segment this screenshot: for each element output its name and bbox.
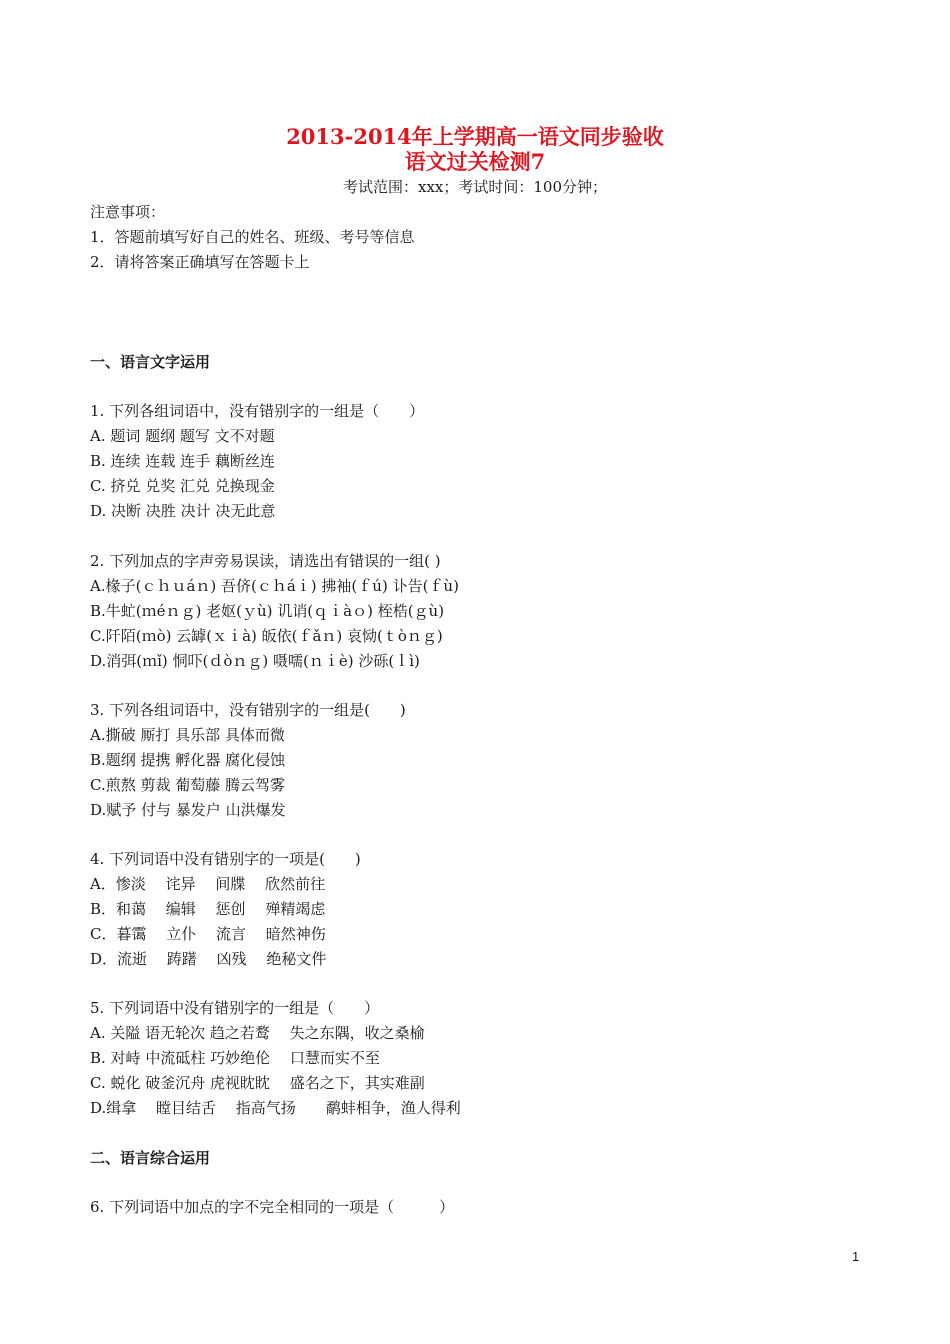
question-option: A.撕破 厮打 具乐部 具体而微 [90, 726, 285, 744]
page-number: 1 [852, 1249, 860, 1264]
question-stem: 6. 下列词语中加点的字不完全相同的一项是（ ） [90, 1198, 455, 1216]
section-heading: 二、语言综合运用 [90, 1149, 211, 1167]
section-heading: 一、语言文字运用 [90, 353, 211, 371]
question-option: A．惨淡 诧异 间牒 欣然前往 [90, 875, 326, 893]
question-option: D.赋予 付与 暴发户 山洪爆发 [90, 801, 286, 819]
question-option: D.消弭(ｍǐ) 恫吓(ｄòｎｇ) 嗫嚅(ｎｉè) 沙砾(ｌì) [90, 652, 420, 670]
question-option: A. 题词 题纲 题写 文不对题 [90, 427, 275, 445]
question-option: A. 关隘 语无轮次 趋之若鹜 失之东隅，收之桑榆 [90, 1024, 425, 1042]
question-option: B.题纲 提携 孵化器 腐化侵蚀 [90, 751, 286, 769]
question-option: C．暮霭 立仆 流言 暗然神伤 [90, 925, 326, 943]
question-option: B．和蔼 编辑 惩创 殚精竭虑 [90, 900, 326, 918]
question-stem: 2. 下列加点的字声旁易误读，请选出有错误的一组( ) [90, 552, 441, 570]
question-option: B. 对峙 中流砥柱 巧妙绝伦 口慧而实不至 [90, 1049, 380, 1067]
question-option: C. 挤兑 兑奖 汇兑 兑换现金 [90, 477, 275, 495]
note-item: 1．答题前填写好自己的姓名、班级、考号等信息 [90, 228, 415, 246]
question-option: D. 决断 决胜 决计 决无此意 [90, 502, 276, 520]
question-option: C. 蜕化 破釜沉舟 虎视眈眈 盛名之下，其实难副 [90, 1074, 425, 1092]
exam-info: 考试范围：xxx；考试时间：100分钟； [342, 178, 607, 196]
question-option: C.阡陌(ｍò) 云罅(ｘｉà) 皈依(ｆǎｎ) 哀恸(ｔòｎｇ) [90, 627, 443, 645]
exam-title-line1: 2013-2014年上学期高一语文同步验收 [286, 124, 664, 149]
question-stem: 5. 下列词语中没有错别字的一组是（ ） [90, 999, 380, 1017]
exam-title-line2: 语文过关检测7 [404, 149, 546, 174]
question-option: C.煎熬 剪裁 葡萄藤 腾云驾雾 [90, 776, 286, 794]
question-option: D．流逝 踌躇 凶残 绝秘文件 [90, 950, 327, 968]
question-option: D.缉拿 瞠目结舌 指高气扬 鹬蚌相争，渔人得利 [90, 1099, 461, 1117]
question-stem: 1. 下列各组词语中，没有错别字的一组是（ ） [90, 402, 425, 420]
question-option: A.椽子(ｃｈｕáｎ) 吾侪(ｃｈáｉ) 拂袖(ｆú) 讣告(ｆù) [90, 577, 459, 595]
question-option: B.牛虻(ｍéｎｇ) 老妪(ｙù) 讥诮(ｑｉàｏ) 桎梏(ｇù) [90, 602, 445, 620]
notes-heading: 注意事项： [90, 203, 166, 221]
question-option: B. 连续 连载 连手 藕断丝连 [90, 452, 275, 470]
question-stem: 3. 下列各组词语中，没有错别字的一组是( ) [90, 701, 406, 719]
question-stem: 4. 下列词语中没有错别字的一项是( ) [90, 850, 361, 868]
note-item: 2．请将答案正确填写在答题卡上 [90, 253, 310, 271]
